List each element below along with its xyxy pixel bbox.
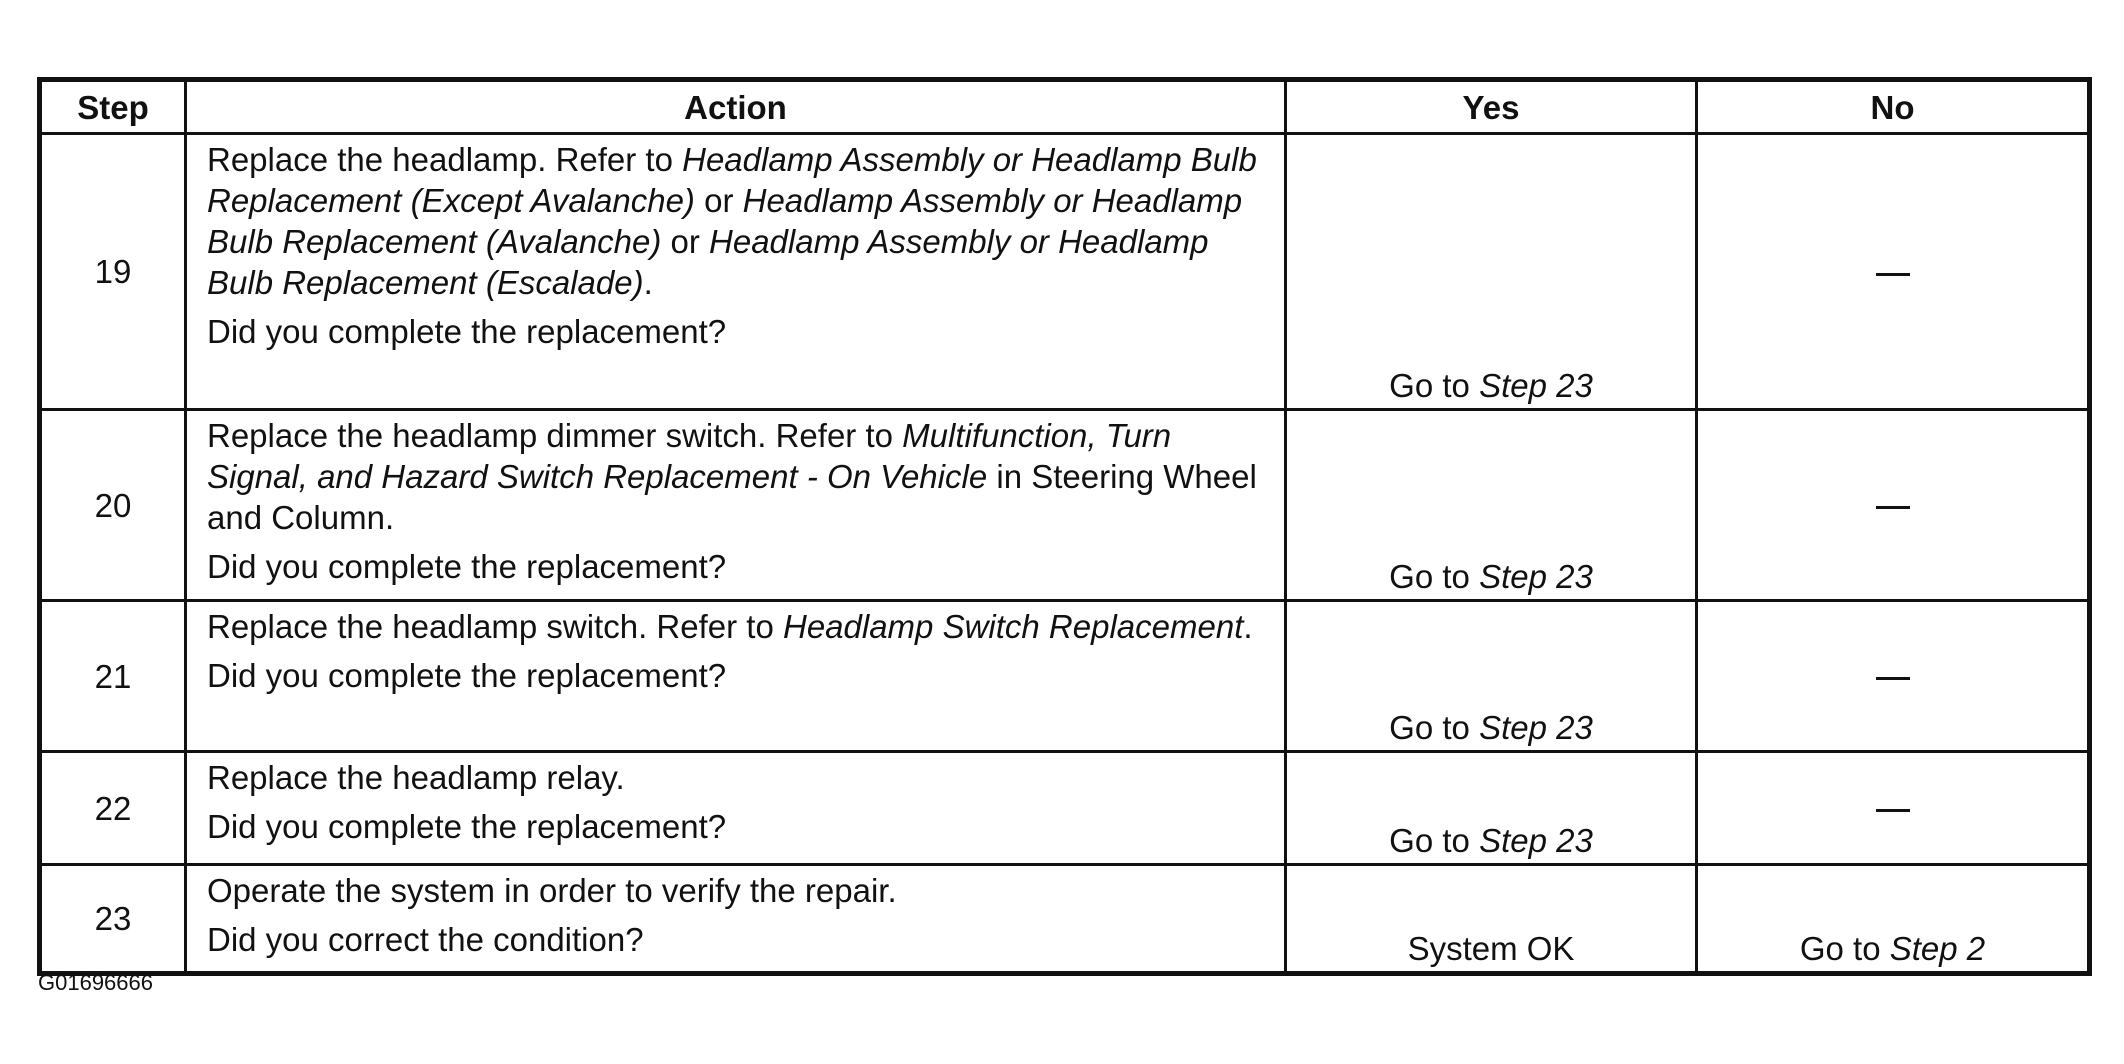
action-instruction <box>207 870 1274 911</box>
instruction-text: Replace the headlamp relay. <box>207 759 625 796</box>
yes-step-reference: Step 23 <box>1479 709 1593 746</box>
yes-text: Go to <box>1389 822 1480 859</box>
instruction-text: Operate the system in order to verify the repair. <box>207 872 897 909</box>
figure-id-label: G01696666 <box>38 970 153 995</box>
table-body <box>40 134 2090 974</box>
yes-step-reference: Step 23 <box>1479 367 1593 404</box>
procedure-reference: Headlamp Assembly or Headlamp Bulb Replacement (Except Avalanche) <box>207 141 1257 219</box>
procedure-reference: Headlamp Assembly or Headlamp Bulb Replacement (Avalanche) <box>207 182 1243 260</box>
action-question: Did you complete the replacement? <box>207 313 727 350</box>
no-result <box>1697 134 2090 410</box>
action-instruction <box>207 757 1274 798</box>
instruction-text: . <box>643 264 653 301</box>
not-applicable-dash <box>1876 273 1910 276</box>
yes-result <box>1286 752 1697 865</box>
yes-text: Go to <box>1389 558 1480 595</box>
action-question: Did you complete the replacement? <box>207 808 727 845</box>
procedure-reference: Headlamp Switch Replacement <box>782 608 1244 645</box>
header-row <box>40 80 2090 134</box>
table-row <box>40 752 2090 865</box>
action-instruction <box>207 139 1274 303</box>
yes-step-reference: Step 23 <box>1479 558 1593 595</box>
no-step-reference: Step 2 <box>1889 930 1986 967</box>
instruction-text: . <box>1243 608 1253 645</box>
action-question: Did you complete the replacement? <box>207 657 727 694</box>
procedure-reference: Headlamp Assembly or Headlamp Bulb Replacement (Escalade) <box>207 223 1209 301</box>
table-row <box>40 410 2090 601</box>
table-row <box>40 601 2090 752</box>
table-row <box>40 865 2090 974</box>
header-no: No <box>1697 80 2090 134</box>
action-question: Did you complete the replacement? <box>207 548 727 585</box>
table-row <box>40 134 2090 410</box>
yes-result <box>1286 865 1697 974</box>
diagnostic-table <box>37 77 2092 976</box>
header-yes: Yes <box>1286 80 1697 134</box>
not-applicable-dash <box>1876 506 1910 509</box>
action-cell <box>186 134 1286 410</box>
action-cell <box>186 410 1286 601</box>
step-number: 21 <box>40 601 186 752</box>
yes-result <box>1286 134 1697 410</box>
action-cell <box>186 865 1286 974</box>
no-text: Go to <box>1799 930 1890 967</box>
yes-result <box>1286 410 1697 601</box>
step-number: 22 <box>40 752 186 865</box>
yes-text: Go to <box>1389 709 1480 746</box>
yes-text: Go to <box>1389 367 1480 404</box>
step-number: 23 <box>40 865 186 974</box>
no-result <box>1697 865 2090 974</box>
action-cell <box>186 752 1286 865</box>
not-applicable-dash <box>1876 677 1910 680</box>
procedure-reference: Multifunction, Turn Signal, and Hazard Switch Replacement - On Vehicle <box>207 417 1172 495</box>
instruction-text: Replace the headlamp. Refer to <box>207 141 683 178</box>
step-number: 19 <box>40 134 186 410</box>
yes-result <box>1286 601 1697 752</box>
instruction-text: or <box>694 182 743 219</box>
step-number: 20 <box>40 410 186 601</box>
yes-step-reference: Step 23 <box>1479 822 1593 859</box>
instruction-text: Replace the headlamp switch. Refer to <box>207 608 783 645</box>
instruction-text: Replace the headlamp dimmer switch. Refer to <box>207 417 903 454</box>
instruction-text: in Steering Wheel and Column. <box>207 458 1257 536</box>
instruction-text: or <box>661 223 710 260</box>
not-applicable-dash <box>1876 809 1910 812</box>
action-cell <box>186 601 1286 752</box>
action-question: Did you correct the condition? <box>207 921 644 958</box>
no-result <box>1697 601 2090 752</box>
header-step: Step <box>40 80 186 134</box>
no-result <box>1697 752 2090 865</box>
action-instruction <box>207 606 1274 647</box>
yes-text: System OK <box>1407 930 1575 967</box>
action-instruction <box>207 415 1274 538</box>
header-action: Action <box>186 80 1286 134</box>
no-result <box>1697 410 2090 601</box>
